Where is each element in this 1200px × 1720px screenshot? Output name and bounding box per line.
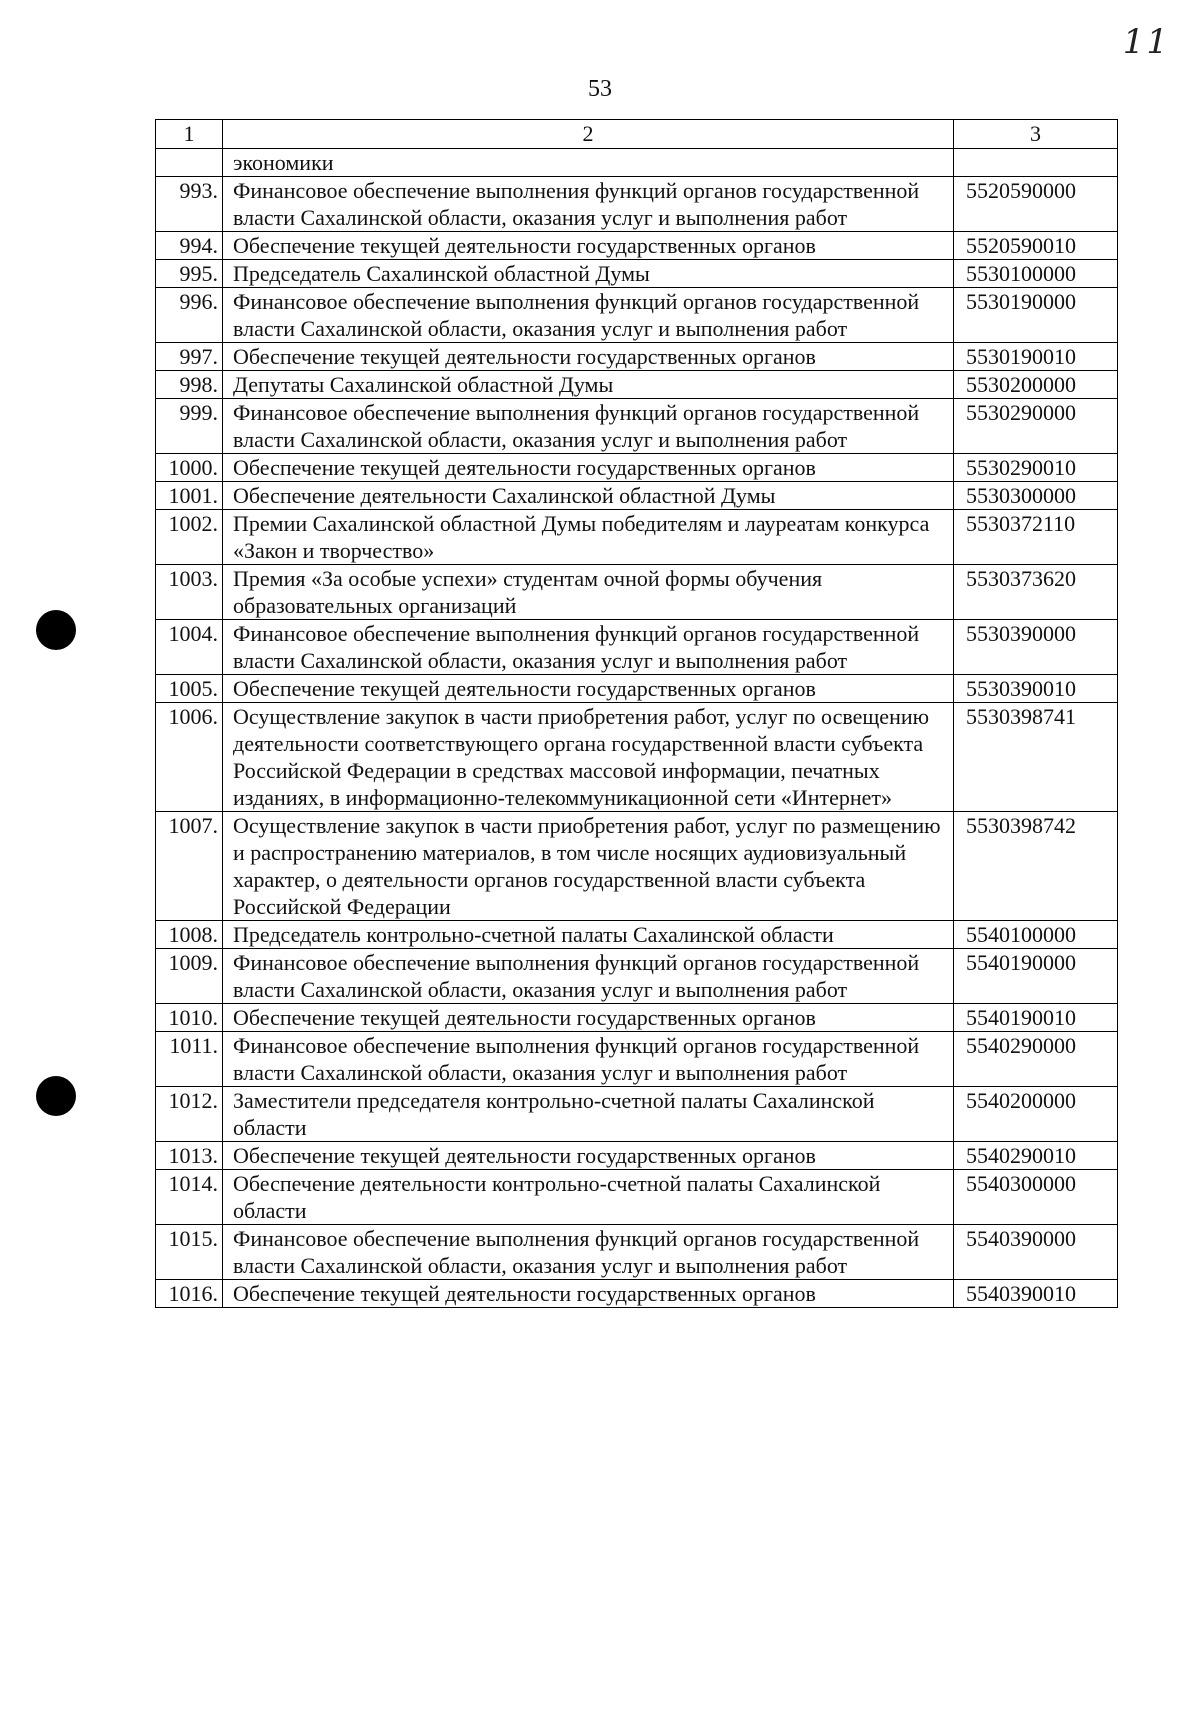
table-row bbox=[156, 177, 1118, 232]
row-number: 1002. bbox=[156, 510, 223, 565]
row-name: Финансовое обеспечение выполнения функций органов государственной власти Сахалинской области, оказания услуг и выполнения работ bbox=[223, 620, 954, 675]
row-number: 1007. bbox=[156, 812, 223, 921]
row-code: 5540190010 bbox=[954, 1004, 1118, 1032]
row-number: 1006. bbox=[156, 703, 223, 812]
table-row bbox=[156, 1170, 1118, 1225]
row-name: Финансовое обеспечение выполнения функций органов государственной власти Сахалинской области, оказания услуг и выполнения работ bbox=[223, 1225, 954, 1280]
row-number bbox=[156, 149, 223, 177]
row-code: 5520590000 bbox=[954, 177, 1118, 232]
row-code: 5530390000 bbox=[954, 620, 1118, 675]
row-number: 1000. bbox=[156, 454, 223, 482]
row-name: Обеспечение текущей деятельности государственных органов bbox=[223, 232, 954, 260]
page-number: 53 bbox=[588, 76, 612, 102]
row-number: 996. bbox=[156, 288, 223, 343]
row-number: 999. bbox=[156, 399, 223, 454]
table-row bbox=[156, 260, 1118, 288]
row-name: Премия «За особые успехи» студентам очной формы обучения образовательных организаций bbox=[223, 565, 954, 620]
column-header-code: 3 bbox=[954, 120, 1118, 149]
row-name: Финансовое обеспечение выполнения функций органов государственной власти Сахалинской области, оказания услуг и выполнения работ bbox=[223, 177, 954, 232]
row-number: 1003. bbox=[156, 565, 223, 620]
row-name: экономики bbox=[223, 149, 954, 177]
row-code: 5530200000 bbox=[954, 371, 1118, 399]
row-name: Обеспечение текущей деятельности государственных органов bbox=[223, 1280, 954, 1308]
row-name: Обеспечение деятельности контрольно-счетной палаты Сахалинской области bbox=[223, 1170, 954, 1225]
row-code: 5530398742 bbox=[954, 812, 1118, 921]
row-name: Депутаты Сахалинской областной Думы bbox=[223, 371, 954, 399]
row-code: 5540390000 bbox=[954, 1225, 1118, 1280]
table-row bbox=[156, 1087, 1118, 1142]
row-name: Председатель контрольно-счетной палаты Сахалинской области bbox=[223, 921, 954, 949]
table-row bbox=[156, 343, 1118, 371]
row-code: 5540290010 bbox=[954, 1142, 1118, 1170]
row-code: 5540100000 bbox=[954, 921, 1118, 949]
column-header-name: 2 bbox=[223, 120, 954, 149]
row-number: 1004. bbox=[156, 620, 223, 675]
row-number: 1011. bbox=[156, 1032, 223, 1087]
row-name: Обеспечение текущей деятельности государственных органов bbox=[223, 675, 954, 703]
row-code: 5540390010 bbox=[954, 1280, 1118, 1308]
row-code: 5530190000 bbox=[954, 288, 1118, 343]
row-code: 5530100000 bbox=[954, 260, 1118, 288]
punch-hole bbox=[36, 610, 76, 650]
row-number: 1010. bbox=[156, 1004, 223, 1032]
row-code: 5530372110 bbox=[954, 510, 1118, 565]
row-number: 1012. bbox=[156, 1087, 223, 1142]
table-row bbox=[156, 675, 1118, 703]
table-row bbox=[156, 949, 1118, 1004]
row-name: Обеспечение текущей деятельности государственных органов bbox=[223, 1004, 954, 1032]
table-row bbox=[156, 371, 1118, 399]
row-code: 5530290010 bbox=[954, 454, 1118, 482]
row-number: 995. bbox=[156, 260, 223, 288]
row-name: Председатель Сахалинской областной Думы bbox=[223, 260, 954, 288]
table-row bbox=[156, 565, 1118, 620]
table-row bbox=[156, 1225, 1118, 1280]
row-number: 997. bbox=[156, 343, 223, 371]
row-number: 994. bbox=[156, 232, 223, 260]
row-name: Осуществление закупок в части приобретения работ, услуг по размещению и распространению материалов, в том числе носящих аудиовизуальный характер, о деятельности органов государственной власти субъекта Российской Федерации bbox=[223, 812, 954, 921]
table-row bbox=[156, 232, 1118, 260]
table-row bbox=[156, 510, 1118, 565]
table-row bbox=[156, 921, 1118, 949]
table-row bbox=[156, 1280, 1118, 1308]
row-code: 5530190010 bbox=[954, 343, 1118, 371]
table-body bbox=[156, 149, 1118, 1308]
row-code: 5530398741 bbox=[954, 703, 1118, 812]
table-row bbox=[156, 149, 1118, 177]
table-row bbox=[156, 620, 1118, 675]
row-number: 998. bbox=[156, 371, 223, 399]
table-row bbox=[156, 812, 1118, 921]
row-name: Финансовое обеспечение выполнения функций органов государственной власти Сахалинской области, оказания услуг и выполнения работ bbox=[223, 1032, 954, 1087]
punch-hole bbox=[36, 1076, 76, 1116]
row-number: 1014. bbox=[156, 1170, 223, 1225]
row-number: 1009. bbox=[156, 949, 223, 1004]
row-code: 5540300000 bbox=[954, 1170, 1118, 1225]
row-number: 1001. bbox=[156, 482, 223, 510]
row-code: 5520590010 bbox=[954, 232, 1118, 260]
row-number: 1015. bbox=[156, 1225, 223, 1280]
row-name: Обеспечение текущей деятельности государственных органов bbox=[223, 454, 954, 482]
row-name: Финансовое обеспечение выполнения функций органов государственной власти Сахалинской области, оказания услуг и выполнения работ bbox=[223, 949, 954, 1004]
row-number: 1005. bbox=[156, 675, 223, 703]
row-code: 5540190000 bbox=[954, 949, 1118, 1004]
row-number: 1008. bbox=[156, 921, 223, 949]
table-header-row bbox=[156, 120, 1118, 149]
table-row bbox=[156, 703, 1118, 812]
handwritten-page-mark: 11 bbox=[1122, 22, 1170, 62]
row-number: 993. bbox=[156, 177, 223, 232]
row-code: 5530373620 bbox=[954, 565, 1118, 620]
row-code: 5530300000 bbox=[954, 482, 1118, 510]
row-name: Премии Сахалинской областной Думы победителям и лауреатам конкурса «Закон и творчество» bbox=[223, 510, 954, 565]
row-number: 1016. bbox=[156, 1280, 223, 1308]
table-row bbox=[156, 1004, 1118, 1032]
row-name: Финансовое обеспечение выполнения функций органов государственной власти Сахалинской области, оказания услуг и выполнения работ bbox=[223, 288, 954, 343]
row-name: Обеспечение текущей деятельности государственных органов bbox=[223, 343, 954, 371]
row-code: 5530290000 bbox=[954, 399, 1118, 454]
row-name: Осуществление закупок в части приобретения работ, услуг по освещению деятельности соответствующего органа государственной власти субъекта Российской Федерации в средствах массовой информации, печатных изданиях, в информационно-телекоммуникационной сети «Интернет» bbox=[223, 703, 954, 812]
row-code bbox=[954, 149, 1118, 177]
row-name: Обеспечение деятельности Сахалинской областной Думы bbox=[223, 482, 954, 510]
column-header-number: 1 bbox=[156, 120, 223, 149]
table-row bbox=[156, 482, 1118, 510]
row-number: 1013. bbox=[156, 1142, 223, 1170]
table-row bbox=[156, 454, 1118, 482]
row-name: Заместители председателя контрольно-счетной палаты Сахалинской области bbox=[223, 1087, 954, 1142]
row-code: 5540290000 bbox=[954, 1032, 1118, 1087]
table-row bbox=[156, 399, 1118, 454]
table-row bbox=[156, 1142, 1118, 1170]
budget-codes-table bbox=[155, 119, 1118, 1308]
row-code: 5540200000 bbox=[954, 1087, 1118, 1142]
table-row bbox=[156, 1032, 1118, 1087]
table-row bbox=[156, 288, 1118, 343]
row-name: Обеспечение текущей деятельности государственных органов bbox=[223, 1142, 954, 1170]
row-code: 5530390010 bbox=[954, 675, 1118, 703]
row-name: Финансовое обеспечение выполнения функций органов государственной власти Сахалинской области, оказания услуг и выполнения работ bbox=[223, 399, 954, 454]
